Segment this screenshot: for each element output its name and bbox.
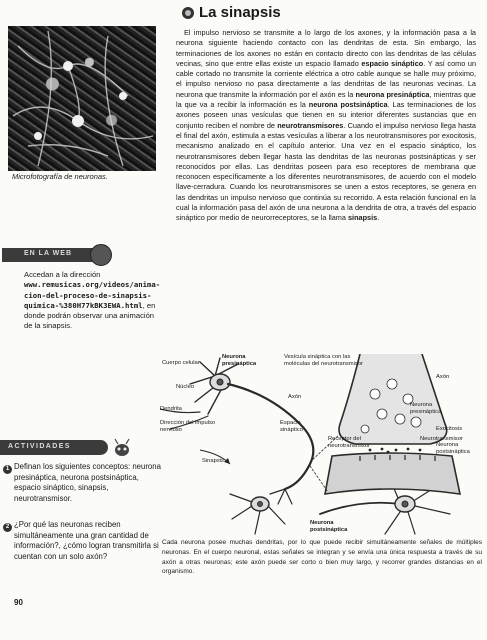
label-sinapsis: Sinapsis [202, 458, 224, 464]
activity-item: ¿Por qué las neuronas reciben simultáneamente una gran cantidad de información?, ¿cómo logran transmitirla si cuentan con un solo axón? [14, 520, 159, 561]
label-dendrita: Dendrita [160, 406, 182, 412]
web-link-text [24, 270, 161, 332]
paragraph-text: El impulso nervioso se transmite a lo largo de los axones, y la información pasa a la neurona siguiente haciendo contacto con las dendritas de esta. Sin embargo, las terminaciones de los axones no están en contacto directo con las dendritas de las células vecinas, sino que entre ellas existe un espacio llamado [176, 28, 476, 68]
activities-banner [0, 440, 108, 455]
section-bullet-icon [182, 7, 194, 19]
neuron-micrograph [8, 26, 156, 171]
body-paragraph [176, 28, 476, 224]
bug-icon [110, 437, 134, 459]
label-neurona-presinaptica-2: Neurona presináptica [410, 402, 442, 415]
web-banner-label: EN LA WEB [24, 250, 73, 257]
web-link-url[interactable]: www.remusicas.org/videos/anima-cion-del-proceso-de-sinapsis-quimica-%380H77kBK3EWA.html [24, 280, 161, 310]
web-link-box [2, 248, 162, 356]
activity-number: 1 [3, 465, 12, 474]
page-title-text: La sinapsis [199, 4, 281, 21]
paragraph-text: . Las terminaciones de los axones poseen unas vesículas que tienen en su interior diferentes sustancias que en conjunto reciben el nombre de [176, 100, 476, 130]
bold-term: neurona presináptica [355, 89, 430, 99]
bold-term: neurotransmisores [277, 120, 344, 130]
activities-banner-label: ACTIVIDADES [8, 443, 71, 450]
activity-number: 2 [3, 523, 12, 532]
globe-icon [90, 244, 112, 266]
label-vesicula: Vesícula sináptica con las moléculas del neurotransmisor [284, 354, 363, 367]
body-text [176, 28, 476, 224]
paragraph-text: . [377, 213, 380, 223]
label-neurotransmisor: Neurotransmisor [420, 436, 463, 442]
page-title [182, 4, 281, 21]
label-neurona-presinaptica: Neurona presináptica [222, 354, 257, 367]
micrograph-illustration [8, 26, 156, 171]
label-axon-top: Axón [436, 374, 450, 380]
bold-term: neurona postsináptica [308, 100, 388, 110]
photo-caption: Microfotografía de neuronas. [12, 172, 108, 181]
label-neurona-postsinaptica-right: Neurona postsináptica [436, 442, 470, 455]
label-neurona-postsinaptica: Neurona postsináptica [310, 520, 348, 533]
label-axon-mid: Axón [288, 394, 302, 400]
bold-term: espacio sináptico [361, 58, 424, 68]
activities-box [0, 440, 160, 582]
paragraph-text: . Y así como un cable cortado no transmite la corriente eléctrica a otro cable aunque se halle muy próximo, el impulso nervioso no pasa directamente a las dendritas de las neuronas vecinas. La neurona que transmite la información por el axón es la [176, 58, 477, 99]
activity-item: Definan los siguientes conceptos: neurona presináptica, neurona postsináptica, espacio sináptico, sinapsis, neurotransmisor. [14, 462, 161, 503]
synapse-illustration [160, 354, 482, 538]
paragraph-text: , mientras que la que va a recibir la información es la [176, 89, 476, 110]
bold-term: sinapsis [347, 213, 378, 223]
label-nucleo: Núcleo [176, 384, 195, 390]
web-link-outro: , en donde podrán observar una animación de la sinapsis. [24, 300, 156, 331]
synapse-diagram [160, 354, 482, 538]
label-direccion-impulso: Dirección del impulso nervioso [160, 420, 216, 433]
label-cuerpo-celular: Cuerpo celular [162, 360, 200, 366]
label-receptor: Receptor del neurotransmisor [328, 436, 370, 449]
label-exocitosis: Exocitosis [436, 426, 463, 432]
label-espacio-sinaptico: Espacio sináptico [280, 420, 303, 433]
page-number: 90 [14, 598, 23, 607]
diagram-caption: Cada neurona posee muchas dendritas, por lo que puede recibir simultáneamente señales de múltiples neuronas. En el cuerpo neuronal, estas señales se integran y se envía una única respuesta a través de su axón a otras neuronas; este axón puede ser corto o bien muy largo, y recorrer grandes distancias en el organismo. [162, 539, 482, 576]
paragraph-text: . Cuando el impulso nervioso llega hasta el final del axón, estimula a estas vesículas a liberar a los neurotransmisores por exocitosis, mecanismo analizado en el capítulo anterior. Una vez en el espacio sináptico, los neurotransmisores deben llegar hasta las dendritas de las neuronas postsinápticas y ser reconocidos por ellas. Las dendritas poseen para eso receptores de membrana que reconocen específicamente a los diferentes neurotransmisores, de acuerdo con el modelo llave-cerradura. Cuando los neurotransmisores se unen a estos receptores, se genera en las dendritas un impulso nervioso que continúa su recorrido. A esta relación funcional en la cual la información pasa del axón de una neurona a la dendrita de otra, a través del espacio sináptico por medio de neurorreceptores, se la llama [176, 120, 476, 223]
web-link-intro: Accedan a la dirección [24, 270, 101, 279]
